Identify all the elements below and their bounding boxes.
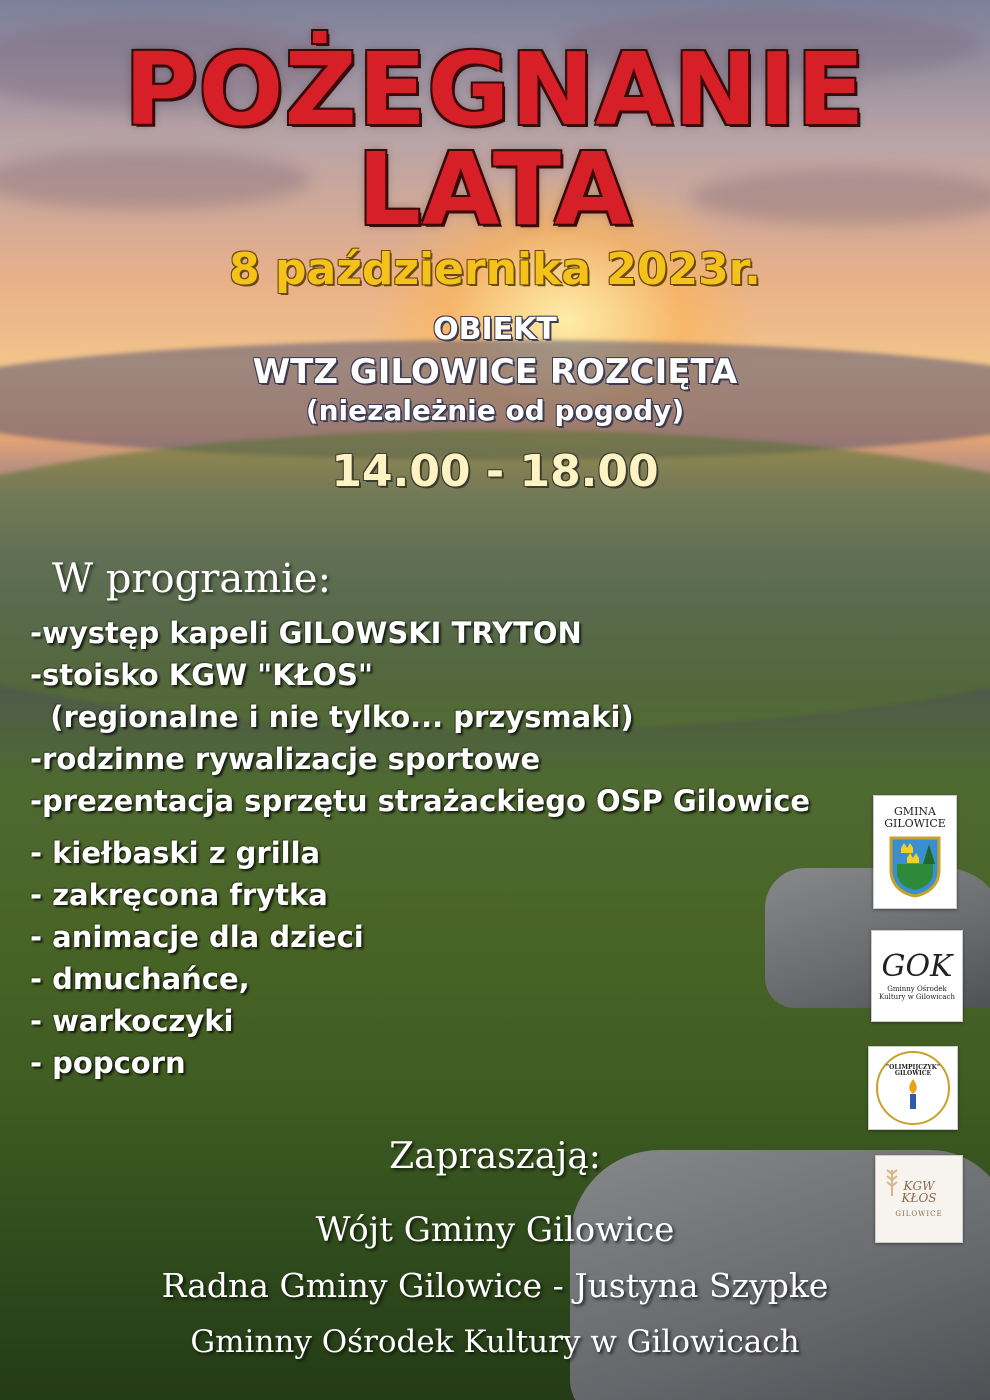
olimpijczyk-badge	[876, 1051, 950, 1125]
host-3: Gminny Ośrodek Kultury w Gilowicach	[190, 1324, 800, 1360]
coat-of-arms-icon	[887, 834, 943, 898]
list-item: -występ kapeli GILOWSKI TRYTON	[30, 616, 582, 650]
olimpijczyk-logo	[868, 1046, 958, 1130]
list-item: - popcorn	[30, 1046, 186, 1080]
host-1: Wójt Gminy Gilowice	[315, 1210, 675, 1250]
torch-icon	[901, 1077, 925, 1111]
logo-text: GMINA GILOWICE	[884, 805, 946, 830]
list-item: - kiełbaski z grilla	[30, 836, 321, 870]
event-hours: 14.00 - 18.00	[331, 446, 659, 497]
list-item: -rodzinne rywalizacje sportowe	[30, 742, 541, 776]
kgw-klos-logo	[875, 1155, 963, 1243]
title-line-2: LATA	[357, 131, 633, 248]
list-item: -prezentacja sprzętu strażackiego OSP Gilowice	[30, 784, 811, 818]
venue-name: WTZ GILOWICE ROZCIĘTA	[252, 352, 738, 392]
host-2: Radna Gminy Gilowice - Justyna Szypke	[161, 1266, 829, 1305]
list-item: - dmuchańce,	[30, 962, 250, 996]
gok-caption: Gminny Ośrodek Kultury w Gilowicach	[879, 985, 955, 1001]
olimpijczyk-text: "OLIMPIJCZYK" GILOWICE	[886, 1063, 940, 1077]
venue-label: OBIEKT	[433, 312, 557, 347]
attractions-list	[30, 832, 364, 1084]
gmina-gilowice-logo	[873, 795, 957, 909]
gok-logo	[871, 930, 963, 1022]
title-line-1: POŻEGNANIE	[124, 31, 866, 148]
program-heading: W programie:	[52, 556, 332, 602]
list-item: - zakręcona frytka	[30, 878, 328, 912]
kgw-mark: KGW KŁOS	[901, 1178, 937, 1206]
invite-heading: Zapraszają:	[389, 1136, 601, 1177]
wheat-icon	[882, 1166, 902, 1196]
gok-mark: GOK	[881, 948, 953, 984]
list-item: (regionalne i nie tylko... przysmaki)	[30, 700, 634, 734]
list-item: -stoisko KGW "KŁOS"	[30, 658, 373, 692]
list-item: - warkoczyki	[30, 1004, 234, 1038]
program-list	[30, 612, 810, 822]
event-date: 8 października 2023r.	[229, 244, 761, 295]
venue-note: (niezależnie od pogody)	[305, 394, 685, 427]
kgw-caption: GILOWICE	[895, 1209, 943, 1218]
list-item: - animacje dla dzieci	[30, 920, 364, 954]
